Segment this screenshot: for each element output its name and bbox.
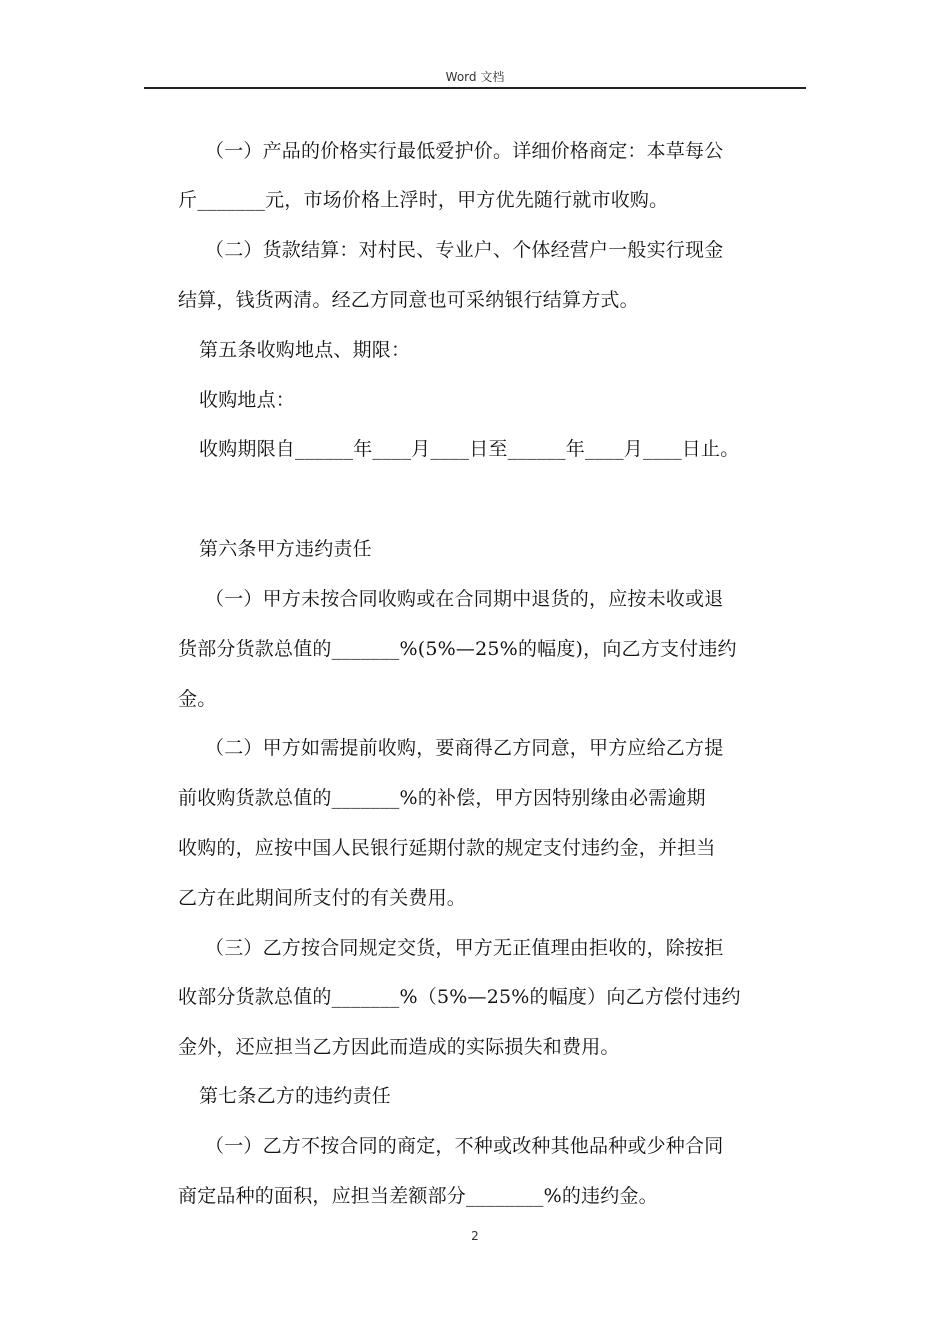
paragraph-line: （二）货款结算：对村民、专业户、个体经营户一般实行现金 bbox=[205, 239, 724, 261]
section-heading: 第六条甲方违约责任 bbox=[199, 538, 372, 560]
header-divider bbox=[144, 87, 806, 89]
section-heading: 第五条收购地点、期限： bbox=[199, 339, 411, 361]
paragraph-line: 商定品种的面积，应担当差额部分________%的违约金。 bbox=[178, 1185, 658, 1207]
paragraph-line: 收部分货款总值的_______%（5%—25%的幅度）向乙方偿付违约 bbox=[178, 986, 741, 1008]
paragraph-line: （二）甲方如需提前收购，要商得乙方同意，甲方应给乙方提 bbox=[205, 737, 724, 759]
paragraph-line: 结算，钱货两清。经乙方同意也可采纳银行结算方式。 bbox=[178, 289, 639, 311]
paragraph-line: 收购期限自______年____月____日至______年____月____日止。 bbox=[199, 438, 740, 460]
paragraph-line: 斤_______元，市场价格上浮时，甲方优先随行就市收购。 bbox=[178, 189, 669, 211]
paragraph-line: 金。 bbox=[178, 688, 217, 710]
paragraph-line: 收购的，应按中国人民银行延期付款的规定支付违约金，并担当 bbox=[178, 837, 716, 859]
paragraph-line: （一）乙方不按合同的商定，不种或改种其他品种或少种合同 bbox=[205, 1135, 724, 1157]
paragraph-line: 收购地点： bbox=[199, 389, 296, 411]
paragraph-line: 货部分货款总值的_______%(5%—25%的幅度)，向乙方支付违约 bbox=[178, 638, 737, 660]
page-header: Word 文档 bbox=[445, 70, 505, 84]
paragraph-line: （一）甲方未按合同收购或在合同期中退货的，应按未收或退 bbox=[205, 588, 724, 610]
paragraph-line: 金外，还应担当乙方因此而造成的实际损失和费用。 bbox=[178, 1036, 620, 1058]
paragraph-line: 乙方在此期间所支付的有关费用。 bbox=[178, 887, 467, 909]
page-number: 2 bbox=[471, 1229, 479, 1243]
paragraph-line: （三）乙方按合同规定交货，甲方无正值理由拒收的，除按拒 bbox=[205, 937, 724, 959]
paragraph-line: 前收购货款总值的_______%的补偿，甲方因特别缘由必需逾期 bbox=[178, 787, 706, 809]
section-heading: 第七条乙方的违约责任 bbox=[199, 1085, 392, 1107]
paragraph-line: （一）产品的价格实行最低爱护价。详细价格商定：本草每公 bbox=[205, 140, 724, 162]
